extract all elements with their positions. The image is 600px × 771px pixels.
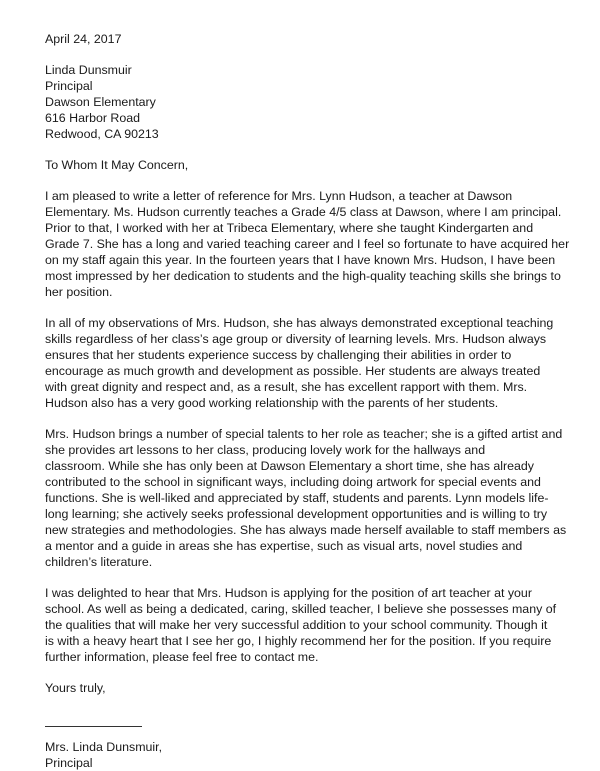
paragraph-line: I was delighted to hear that Mrs. Hudson is applying for the position of art teacher at your (45, 586, 532, 600)
paragraph-line: children’s literature. (45, 555, 153, 569)
paragraph-line: Hudson also has a very good working relationship with the parents of her students. (45, 396, 499, 410)
paragraph-line: Mrs. Hudson brings a number of special talents to her role as teacher; she is a gifted artist and (45, 427, 563, 441)
recipient-street: 616 Harbor Road (45, 111, 141, 125)
paragraph-4 (45, 585, 567, 665)
recipient-address (45, 62, 567, 142)
paragraph-line: encourage as much growth and development as possible. Her students are always treated (45, 364, 541, 378)
paragraph-line: on my staff again this year. In the fourteen years that I have known Mrs. Hudson, I have been (45, 253, 556, 267)
paragraph-line: I am pleased to write a letter of reference for Mrs. Lynn Hudson, a teacher at Dawson (45, 189, 513, 203)
closing: Yours truly, (45, 681, 106, 695)
paragraph-line: long learning; she actively seeks professional development opportunities and is willing to try (45, 507, 548, 521)
recipient-school: Dawson Elementary (45, 95, 156, 109)
paragraph-line: a mentor and a guide in areas she has expertise, such as visual arts, novel studies and (45, 539, 523, 553)
signature-line (45, 726, 142, 727)
letter-date: April 24, 2017 (45, 32, 122, 46)
signature-name: Mrs. Linda Dunsmuir, (45, 740, 163, 754)
paragraph-line: her position. (45, 285, 113, 299)
paragraph-line: In all of my observations of Mrs. Hudson, she has always demonstrated exceptional teaching (45, 316, 554, 330)
letter-body (45, 31, 570, 771)
salutation: To Whom It May Concern, (45, 158, 189, 172)
paragraph-3 (45, 426, 567, 570)
signature-title: Principal (45, 756, 93, 770)
paragraph-line: with great dignity and respect and, as a result, she has excellent rapport with them. Mrs. (45, 380, 528, 394)
paragraph-1 (45, 188, 570, 300)
paragraph-line: Grade 7. She has a long and varied teaching career and I feel so fortunate to have acquired her (45, 237, 570, 251)
paragraph-line: contributed to the school in significant ways, including doing artwork for special events and (45, 475, 541, 489)
paragraph-line: the qualities that will make her very successful addition to your school community. Though it (45, 618, 548, 632)
paragraph-line: classroom. While she has only been at Dawson Elementary a short time, she has already (45, 459, 534, 473)
paragraph-line: new strategies and methodologies. She has always made herself available to staff members as (45, 523, 567, 537)
paragraph-line: she provides art lessons to her class, producing lovely work for the hallways and (45, 443, 486, 457)
paragraph-line: school. As well as being a dedicated, caring, skilled teacher, I believe she possesses many of (45, 602, 557, 616)
recipient-title: Principal (45, 79, 93, 93)
paragraph-line: further information, please feel free to contact me. (45, 650, 319, 664)
paragraph-2 (45, 315, 567, 411)
paragraph-line: most impressed by her dedication to students and the high-quality teaching skills she brings to (45, 269, 561, 283)
paragraph-line: functions. She is well-liked and appreciated by staff, students and parents. Lynn models life- (45, 491, 549, 505)
paragraph-line: ensures that her students experience success by challenging their abilities in order to (45, 348, 512, 362)
paragraph-line: Prior to that, I worked with her at Tribeca Elementary, where she taught Kindergarten and (45, 221, 534, 235)
paragraph-line: skills regardless of her class’s age group or diversity of learning levels. Mrs. Hudson always (45, 332, 547, 346)
recipient-city: Redwood, CA 90213 (45, 127, 159, 141)
paragraph-line: Elementary. Ms. Hudson currently teaches a Grade 4/5 class at Dawson, where I am principal. (45, 205, 562, 219)
paragraph-line: is with a heavy heart that I see her go, I highly recommend her for the position. If you require (45, 634, 552, 648)
recipient-name: Linda Dunsmuir (45, 63, 132, 77)
